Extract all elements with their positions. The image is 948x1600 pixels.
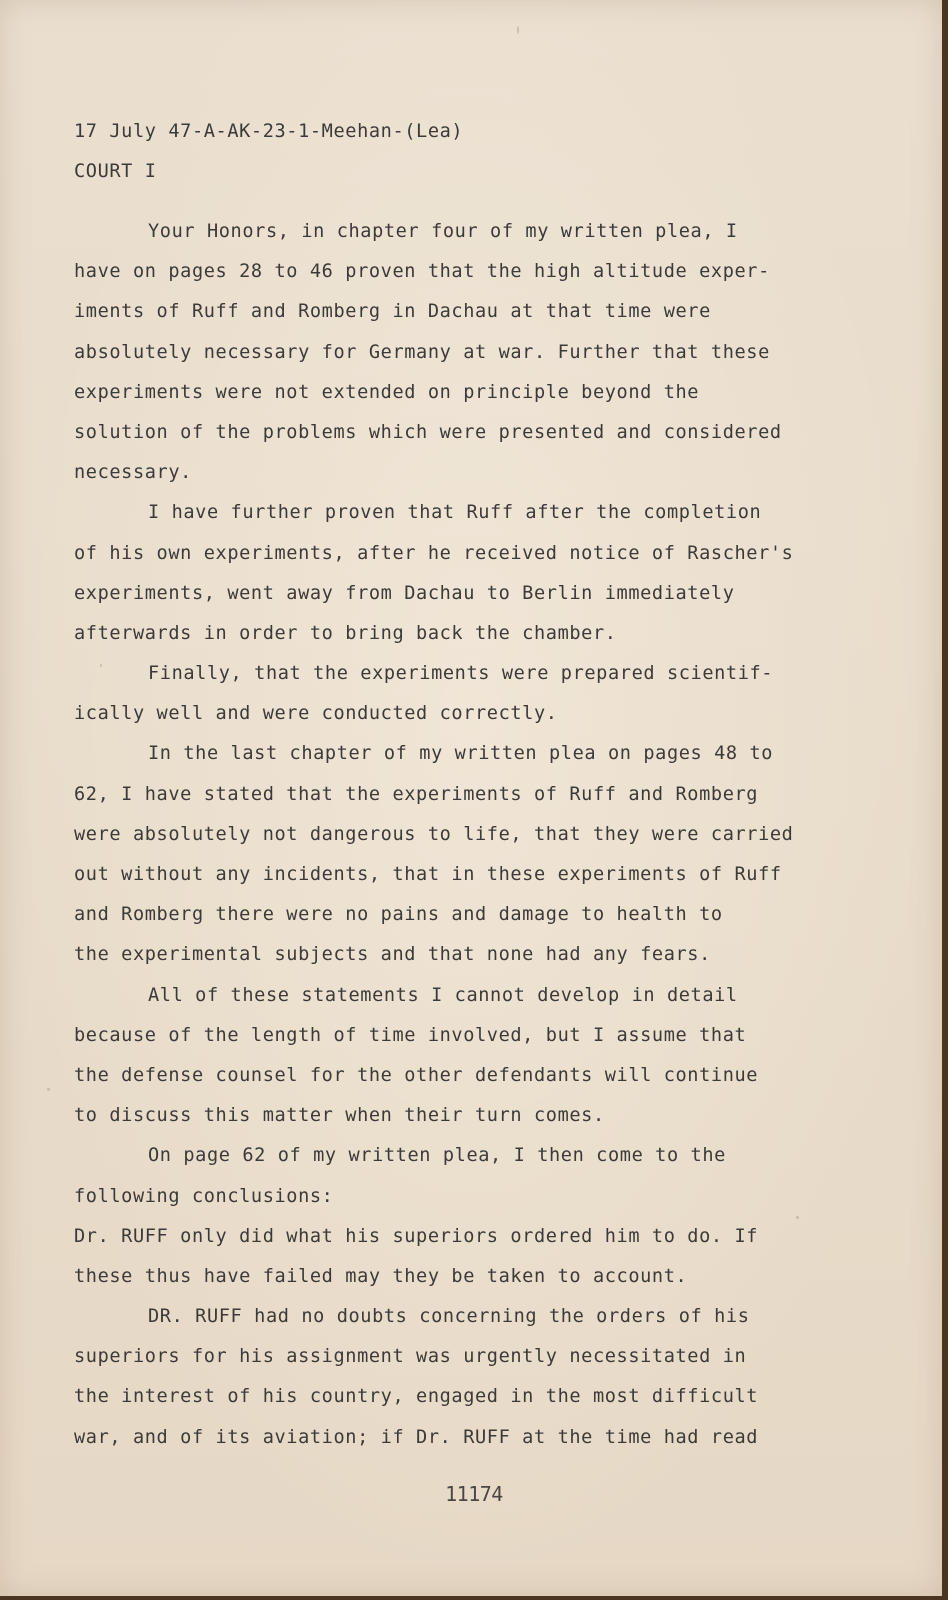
paragraph-2 bbox=[74, 499, 844, 660]
text-line: solution of the problems which were presented and considered bbox=[74, 421, 782, 443]
ink-speck bbox=[47, 1088, 50, 1091]
scan-edge-right bbox=[942, 0, 948, 1600]
text-line: I have further proven that Ruff after the completion bbox=[148, 502, 762, 524]
text-line: iments of Ruff and Romberg in Dachau at that time were bbox=[74, 301, 711, 323]
text-line: have on pages 28 to 46 proven that the high altitude exper- bbox=[74, 261, 770, 283]
text-line: the experimental subjects and that none had any fears. bbox=[74, 944, 711, 966]
text-line: afterwards in order to bring back the chamber. bbox=[74, 622, 617, 644]
text-line: were absolutely not dangerous to life, that they were carried bbox=[74, 823, 794, 845]
paragraph-4 bbox=[74, 740, 844, 981]
text-line: All of these statements I cannot develop in detail bbox=[148, 984, 738, 1006]
header-court-line: COURT I bbox=[74, 161, 157, 182]
text-line: following conclusions: bbox=[74, 1185, 334, 1207]
paragraph-5 bbox=[74, 982, 844, 1143]
text-line: superiors for his assignment was urgently necessitated in bbox=[74, 1346, 747, 1368]
text-line: these thus have failed may they be taken to account. bbox=[74, 1265, 688, 1287]
scan-edge-bottom bbox=[0, 1596, 948, 1600]
text-line: On page 62 of my written plea, I then come to the bbox=[148, 1145, 726, 1167]
text-line: experiments, went away from Dachau to Berlin immediately bbox=[74, 582, 735, 604]
text-line: because of the length of time involved, but I assume that bbox=[74, 1024, 747, 1046]
text-line: to discuss this matter when their turn comes. bbox=[74, 1105, 605, 1127]
text-line: In the last chapter of my written plea on pages 48 to bbox=[148, 743, 774, 765]
paragraph-1 bbox=[74, 218, 844, 499]
text-line: necessary. bbox=[74, 462, 192, 484]
text-line: the defense counsel for the other defendants will continue bbox=[74, 1064, 759, 1086]
text-line: out without any incidents, that in these experiments of Ruff bbox=[74, 864, 782, 885]
text-line: the interest of his country, engaged in the most difficult bbox=[74, 1386, 759, 1408]
text-line: ically well and were conducted correctly. bbox=[74, 703, 558, 725]
spacer bbox=[74, 198, 844, 218]
text-line: war, and of its aviation; if Dr. RUFF at the time had read bbox=[74, 1426, 759, 1448]
paragraph-6 bbox=[74, 1142, 844, 1222]
text-line: of his own experiments, after he received notice of Rascher's bbox=[74, 542, 794, 564]
text-line: Finally, that the experiments were prepared scientif- bbox=[148, 663, 774, 685]
text-line: experiments were not extended on principle beyond the bbox=[74, 381, 700, 403]
typed-text-body bbox=[74, 118, 844, 1464]
paragraph-7 bbox=[74, 1223, 844, 1303]
paragraph-3 bbox=[74, 660, 844, 740]
text-line: Your Honors, in chapter four of my written plea, I bbox=[148, 221, 738, 242]
text-line: 62, I have stated that the experiments of Ruff and Romberg bbox=[74, 783, 759, 805]
text-line: DR. RUFF had no doubts concerning the orders of his bbox=[148, 1306, 750, 1328]
text-line: and Romberg there were no pains and damage to health to bbox=[74, 904, 723, 926]
paragraph-8 bbox=[74, 1303, 844, 1464]
ink-speck bbox=[517, 26, 519, 34]
header-reference-line: 17 July 47-A-AK-23-1-Meehan-(Lea) bbox=[74, 121, 464, 142]
text-line: absolutely necessary for Germany at war. Further that these bbox=[74, 341, 770, 363]
document-header bbox=[74, 118, 844, 198]
text-line: Dr. RUFF only did what his superiors ordered him to do. If bbox=[74, 1225, 759, 1247]
page-number: 11174 bbox=[445, 1482, 503, 1506]
